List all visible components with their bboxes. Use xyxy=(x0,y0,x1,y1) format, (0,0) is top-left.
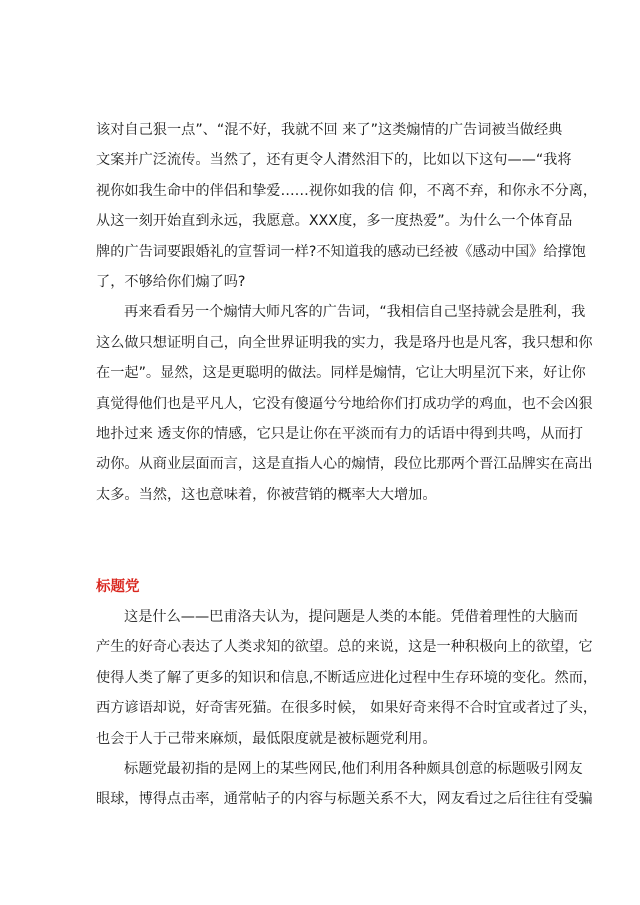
document-page xyxy=(96,115,598,815)
text-line: 使得人类了解了更多的知识和信息,不断适应进化过程中生存环境的变化。然而， xyxy=(96,669,598,686)
text-line: 标题党最初指的是网上的某些网民,他们利用各种颇具创意的标题吸引网友 xyxy=(124,761,583,778)
text-line: 在一起”。显然，这是更聪明的做法。同样是煽情，它让大明星沉下来，好让你 xyxy=(96,365,586,382)
text-line: 真觉得他们也是平凡人，它没有傻逼兮兮地给你们打成功学的鸡血，也不会凶狠 xyxy=(96,395,593,412)
text-line: 了，不够给你们煽了吗? xyxy=(96,273,246,290)
text-line: 从这一刻开始直到永远，我愿意。XXX度，多一度热爱”。为什么一个体育品 xyxy=(96,213,573,230)
text-line: 牌的广告词要跟婚礼的宣誓词一样?不知道我的感动已经被《感动中国》给撑饱 xyxy=(96,243,586,260)
text-line: 产生的好奇心表达了人类求知的欲望。总的来说，这是一种积极向上的欲望，它 xyxy=(96,639,593,656)
text-line: 该对自己狠一点”、“混不好，我就不回 来了”这类煽情的广告词被当做经典 xyxy=(96,122,563,138)
section-gap xyxy=(96,510,548,572)
text-line: 西方谚语却说，好奇害死猫。在很多时候， 如果好奇来得不合时宜或者过了头， xyxy=(96,700,598,717)
text-line: 文案并广泛流传。当然了，还有更令人潸然泪下的，比如以下这句——“我将 xyxy=(96,152,572,169)
paragraph-section2-2 xyxy=(96,754,593,815)
text-line: 地扑过来 透支你的情感，它只是让你在平淡而有力的话语中得到共鸣，从而打 xyxy=(96,425,583,442)
text-line: 动你。从商业层面而言，这是直指人心的煽情，段位比那两个晋江品牌实在高出 xyxy=(96,456,593,473)
text-line: 眼球，博得点击率，通常帖子的内容与标题关系不大，网友看过之后往往有受骗 xyxy=(96,791,593,808)
text-line: 太多。当然，这也意味着，你被营销的概率大大增加。 xyxy=(96,486,437,503)
paragraph-section1-2 xyxy=(96,297,593,510)
text-line: 再来看看另一个煽情大师凡客的广告词，“我相信自己坚持就会是胜利，我 xyxy=(124,304,586,321)
text-line: 视你如我生命中的伴侣和挚爱……视你如我的信 仰，不离不弃，和你永不分离， xyxy=(96,182,598,199)
text-line: 这是什么——巴甫洛夫认为，提问题是人类的本能。凭借着理性的大脑而 xyxy=(124,609,579,626)
paragraph-section2-1 xyxy=(96,602,598,754)
text-line: 也会于人于己带来麻烦，最低限度就是被标题党利用。 xyxy=(96,730,437,747)
section-heading: 标题党 xyxy=(96,579,140,596)
paragraph-section1-1 xyxy=(96,115,598,297)
text-line: 这么做只想证明自己，向全世界证明我的实力，我是珞丹也是凡客，我只想和你 xyxy=(96,334,593,351)
